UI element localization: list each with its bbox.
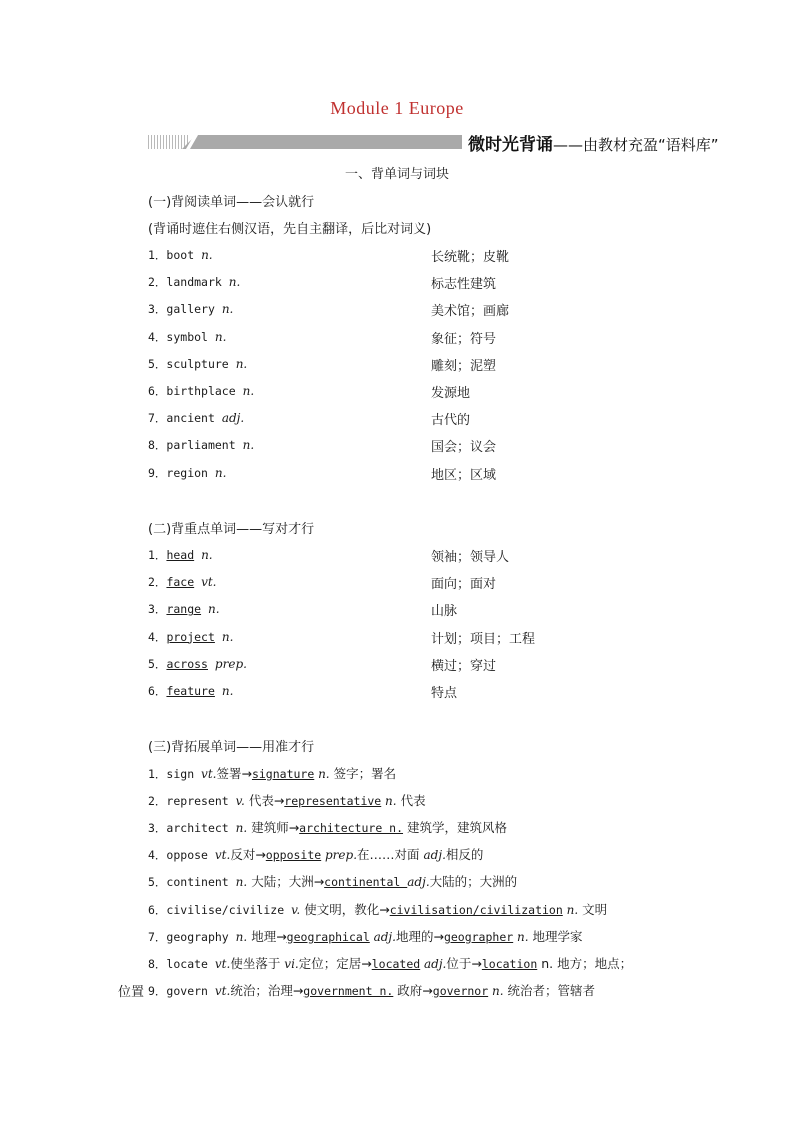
vocab-meaning: 计划；项目；工程	[431, 631, 536, 647]
vocab-word	[148, 247, 213, 263]
derivation-segment: 在……对面	[357, 847, 424, 863]
derivation-segment: 政府→	[393, 982, 433, 998]
banner-sub: ——由教材充盈“语料库”	[553, 136, 719, 154]
part-of-speech: n.	[214, 329, 227, 344]
derivation-segment: 定位；定居→	[298, 955, 372, 971]
derivation-segment: civilisation/civilization	[389, 902, 563, 917]
derivation-segment: adj.	[369, 929, 396, 944]
vocab-meaning: 长统靴；皮靴	[431, 250, 510, 265]
section-banner	[148, 130, 719, 156]
derivation-segment: n.	[235, 821, 248, 836]
vocab-meaning: 发源地	[431, 386, 471, 401]
derivation-segment: 大陆的；大洲的	[429, 874, 518, 890]
vocab-meaning: 象征；符号	[431, 331, 497, 347]
derivation-segment: 8．locate	[148, 956, 215, 971]
vocab-number: 3．	[148, 602, 167, 617]
derivation-segment: 位于→	[446, 955, 482, 971]
derivation-segment: n.	[314, 767, 330, 781]
vocab-number: 1．	[148, 548, 167, 562]
derivation-row	[148, 872, 517, 890]
vocab-word	[148, 356, 247, 372]
banner-bar	[182, 135, 462, 149]
vocab-word	[148, 547, 213, 563]
derivation-segment: opposite	[265, 848, 322, 863]
vocab-word	[148, 683, 233, 699]
vocab-word-text: 5．sculpture	[148, 356, 229, 371]
derivation-segment: 建筑师→	[247, 820, 300, 836]
vocab-meaning: 横过；穿过	[431, 658, 497, 674]
derivation-segment: adj.	[420, 956, 447, 971]
vocab-word-text: 9．region	[148, 465, 208, 480]
vocab-word	[148, 629, 233, 645]
derivation-segment: geographical	[286, 929, 370, 944]
part-of-speech: n.	[201, 248, 213, 262]
vocab-word-text: 6．birthplace	[148, 384, 236, 398]
vocab-word-text: range	[166, 602, 202, 617]
derivation-segment: adj.	[407, 875, 430, 890]
vocab-meaning: 地区；区域	[431, 467, 497, 483]
part-of-speech: adj.	[221, 411, 245, 426]
derivation-segment: 7．geography	[148, 929, 236, 944]
vocab-meaning: 美术馆；画廊	[431, 304, 510, 320]
vocab-word	[148, 437, 254, 453]
derivation-row	[148, 927, 583, 945]
vocab-word-text: 2．landmark	[148, 275, 222, 290]
vocab-meaning: 山脉	[431, 604, 458, 620]
derivation-segment: adj.	[423, 848, 446, 863]
derivation-segment: located	[371, 956, 421, 971]
derivation-segment: 使坐落于	[230, 955, 285, 971]
derivation-segment: v.	[235, 794, 245, 809]
derivation-row	[148, 845, 483, 863]
vocab-word-text: project	[166, 629, 215, 644]
part1-note: (背诵时遮住右侧汉语，先自主翻译，后比对词义)	[148, 222, 432, 237]
part-of-speech: n.	[221, 302, 234, 317]
derivation-segment: 建筑学，建筑风格	[403, 820, 508, 836]
derivation-segment: geographer	[443, 929, 514, 944]
vocab-word	[148, 656, 247, 672]
banner-main: 微时光背诵	[468, 135, 553, 155]
vocab-word	[148, 601, 220, 617]
derivation-segment: 2．represent	[148, 794, 236, 809]
part-of-speech: n.	[242, 438, 255, 453]
part3-heading: (三)背拓展单词——用准才行	[148, 740, 315, 755]
derivation-segment: signature	[251, 767, 315, 781]
part-of-speech: n.	[242, 384, 255, 398]
derivation-segment: 代表→	[244, 793, 285, 809]
vocab-word	[148, 383, 254, 399]
derivation-segment: 反对→	[230, 847, 266, 863]
derivation-row	[148, 900, 607, 918]
derivation-segment: n.	[562, 902, 579, 917]
vocab-number: 6．	[148, 684, 167, 698]
vocab-word	[148, 329, 226, 345]
vocab-word-text: across	[166, 656, 208, 671]
derivation-row	[148, 791, 426, 809]
derivation-segment: vt.	[201, 767, 217, 781]
derivation-segment: 地理学家	[528, 928, 583, 944]
derivation-segment: vt.	[214, 983, 231, 998]
derivation-segment: continental	[324, 875, 408, 890]
page-title: Module 1 Europe	[330, 98, 464, 118]
vocab-word	[148, 301, 233, 317]
vocab-number: 5．	[148, 656, 167, 671]
part1-heading: (一)背阅读单词——会认就行	[148, 195, 315, 210]
derivation-row	[148, 818, 507, 836]
derivation-segment: 3．architect	[148, 821, 236, 836]
derivation-segment: 文明	[578, 901, 608, 917]
derivation-segment: 5．continent	[148, 875, 236, 890]
derivation-row	[148, 764, 396, 782]
vocab-number: 2．	[148, 575, 167, 590]
vocab-word-text: 7．ancient	[148, 411, 215, 426]
part-of-speech: n.	[201, 548, 213, 562]
vocab-word-text: 3．gallery	[148, 302, 215, 317]
vocab-meaning: 古代的	[431, 413, 471, 429]
derivation-segment: n.	[235, 875, 248, 890]
derivation-segment: 统治；治理→	[230, 982, 304, 998]
derivation-segment: 签署→	[216, 766, 252, 781]
derivation-segment: n.	[488, 983, 504, 998]
vocab-meaning: 标志性建筑	[431, 277, 497, 293]
part-of-speech: n.	[228, 275, 241, 290]
vocab-word	[148, 465, 226, 481]
vocab-word-text: head	[166, 548, 195, 562]
part-of-speech: n.	[214, 465, 227, 480]
part3-item8-wrap: 位置	[118, 985, 145, 1000]
derivation-segment: 大陆；大洲→	[247, 874, 325, 890]
derivation-segment: 统治者；管辖者	[503, 982, 595, 998]
derivation-segment: vi.	[284, 956, 299, 971]
derivation-segment: representative	[284, 794, 382, 809]
derivation-segment: 使文明，教化→	[300, 901, 390, 917]
vocab-word	[148, 574, 217, 590]
derivation-row	[148, 981, 595, 999]
derivation-segment: 1．sign	[148, 767, 202, 781]
derivation-segment: 代表	[396, 793, 426, 809]
derivation-segment: location	[481, 956, 538, 971]
section-heading: 一、背单词与词块	[344, 167, 449, 182]
derivation-segment: n.	[381, 794, 397, 809]
derivation-segment: n. 地方；地点；	[537, 955, 633, 971]
vocab-meaning: 面向；面对	[431, 577, 497, 593]
banner-stripes	[148, 135, 188, 149]
derivation-segment: v.	[291, 902, 301, 917]
vocab-number: 4．	[148, 629, 167, 644]
derivation-segment: n.	[513, 929, 529, 944]
banner-title	[468, 130, 719, 155]
vocab-word-text: face	[166, 575, 195, 590]
vocab-word-text: feature	[166, 684, 215, 698]
part-of-speech: vt.	[201, 575, 217, 590]
derivation-segment: governor	[432, 983, 489, 998]
derivation-segment: 地理的→	[395, 928, 444, 944]
derivation-segment: 9．govern	[148, 983, 215, 998]
derivation-segment: 4．oppose	[148, 848, 215, 863]
derivation-segment: 签字；署名	[329, 766, 397, 781]
part-of-speech: n.	[208, 602, 220, 617]
vocab-word-text: 1．boot	[148, 248, 195, 262]
vocab-word-text: 8．parliament	[148, 438, 236, 453]
derivation-segment: 相反的	[445, 847, 484, 863]
derivation-segment: vt.	[214, 956, 231, 971]
derivation-segment: prep.	[321, 848, 358, 863]
vocab-word	[148, 274, 240, 290]
derivation-row	[148, 954, 632, 972]
part2-heading: (二)背重点单词——写对才行	[148, 522, 315, 537]
vocab-word	[148, 410, 244, 426]
vocab-meaning: 国会；议会	[431, 440, 497, 456]
derivation-segment: architecture n.	[299, 821, 404, 836]
derivation-segment: n.	[235, 929, 248, 944]
vocab-word-text: 4．symbol	[148, 329, 208, 344]
vocab-meaning: 特点	[431, 686, 458, 701]
part-of-speech: n.	[235, 356, 248, 371]
part-of-speech: prep.	[214, 656, 247, 671]
derivation-segment: 6．civilise/civilize	[148, 902, 292, 917]
part-of-speech: n.	[221, 684, 234, 698]
derivation-segment: 地理→	[247, 928, 287, 944]
part-of-speech: n.	[221, 629, 234, 644]
vocab-meaning: 领袖；领导人	[431, 550, 510, 565]
derivation-segment: government n.	[303, 983, 394, 998]
vocab-meaning: 雕刻；泥塑	[431, 358, 497, 374]
derivation-segment: vt.	[214, 848, 231, 863]
